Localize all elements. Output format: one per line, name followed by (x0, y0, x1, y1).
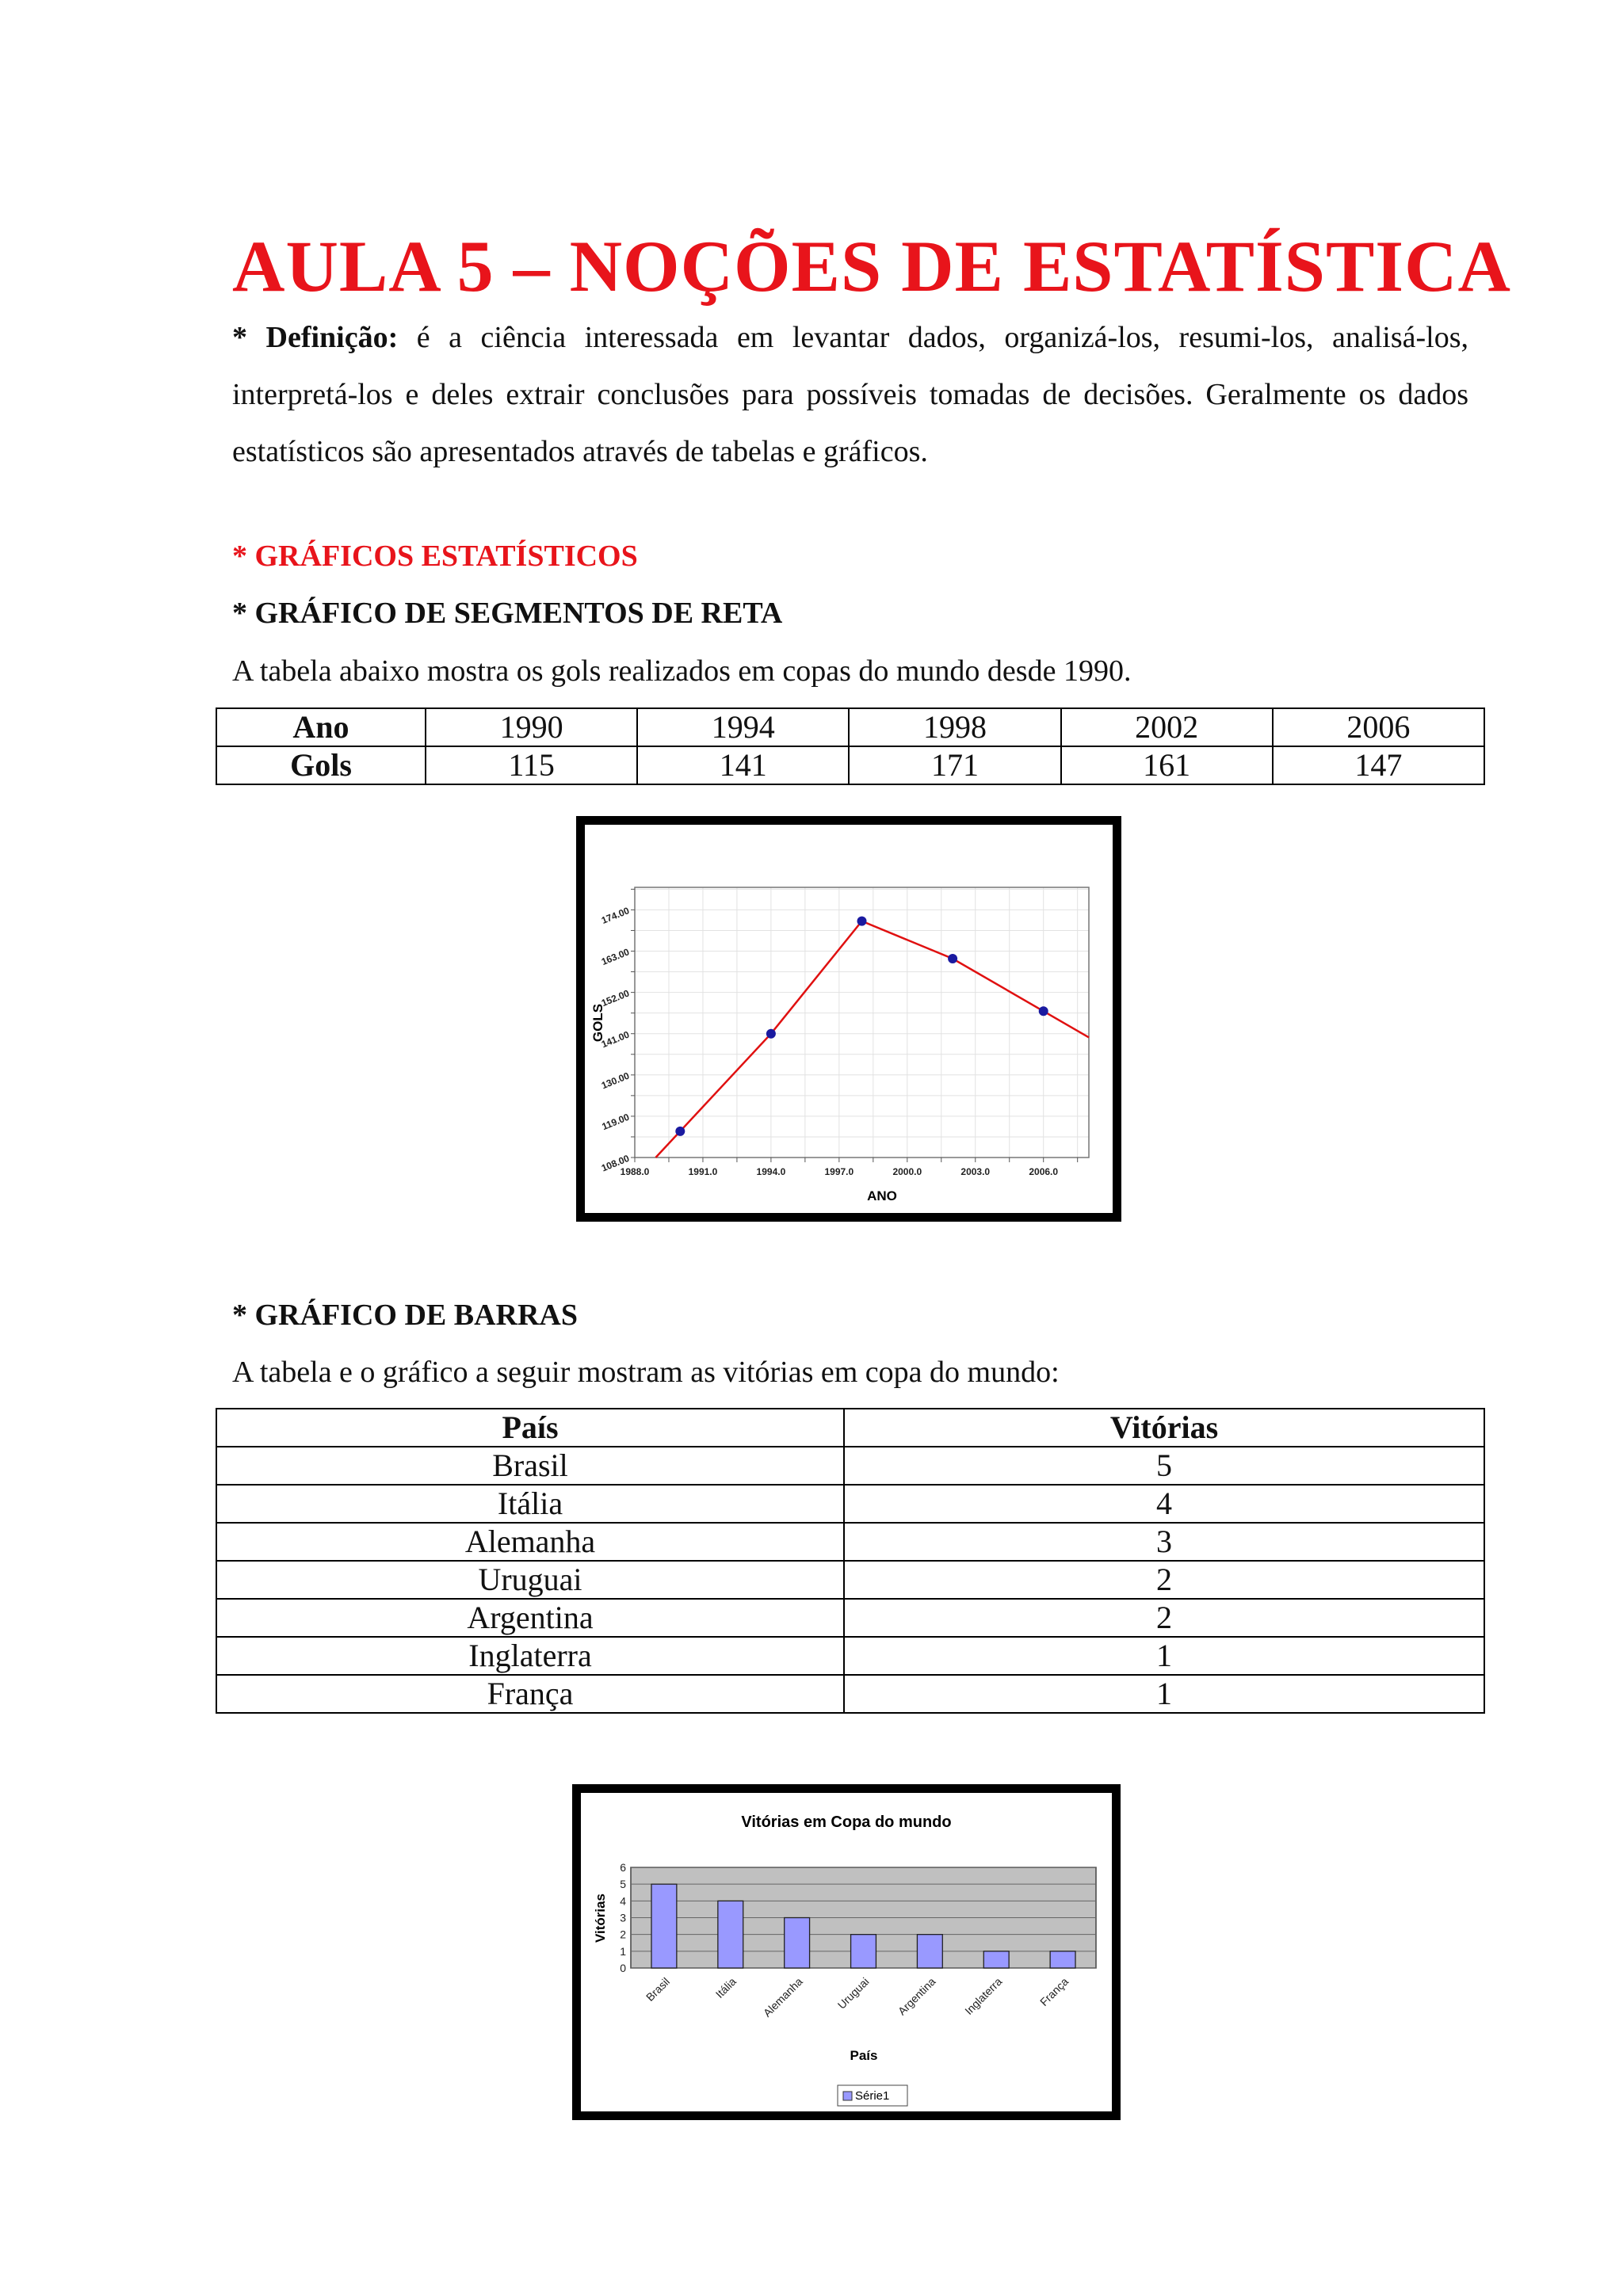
line-chart-point (857, 917, 867, 926)
year-cell: 2002 (1061, 708, 1273, 746)
wins-header-wins: Vitórias (844, 1409, 1484, 1447)
line-chart-point (766, 1029, 776, 1039)
bar-chart (581, 1793, 1112, 2111)
goals-row2-label: Gols (216, 746, 426, 784)
bar-chart-xtick-label: Uruguai (834, 1974, 872, 2012)
line-chart-xtick-label: 1994.0 (756, 1166, 786, 1177)
line-chart-ytick-label: 141.00 (599, 1028, 632, 1051)
line-chart-ylabel: GOLS (590, 1003, 605, 1043)
bar-chart-xlabel: País (850, 2048, 878, 2063)
bar-chart-bar (718, 1901, 743, 1968)
line-chart-xtick-label: 2003.0 (960, 1166, 991, 1177)
line-chart-ytick-label: 152.00 (599, 987, 632, 1009)
bar-chart-bar (851, 1935, 876, 1968)
wins-cell: 5 (844, 1447, 1484, 1485)
bar-chart-ytick-label: 2 (620, 1928, 626, 1941)
bar-chart-xtick-label: França (1037, 1974, 1071, 2008)
line-chart-xtick-label: 1991.0 (688, 1166, 718, 1177)
bar-chart-bar (651, 1884, 677, 1968)
bar-chart-xtick-label: Brasil (643, 1974, 673, 2004)
line-chart-xtick-label: 1997.0 (824, 1166, 854, 1177)
country-cell: França (216, 1675, 844, 1713)
bar-chart-bar (983, 1951, 1009, 1968)
section-line-heading: * GRÁFICO DE SEGMENTOS DE RETA (232, 597, 783, 630)
table-row (216, 1447, 1484, 1485)
bar-chart-ytick-label: 6 (620, 1861, 626, 1874)
bar-chart-frame (572, 1784, 1121, 2120)
table-row (216, 708, 1484, 746)
goals-table (216, 707, 1485, 785)
table-row (216, 1561, 1484, 1599)
year-cell: 2006 (1273, 708, 1484, 746)
line-chart-xtick-label: 1988.0 (620, 1166, 650, 1177)
line-chart-frame (576, 816, 1121, 1222)
line-chart-xlabel: ANO (867, 1188, 897, 1203)
legend-swatch (843, 2092, 852, 2100)
line-chart-xtick-label: 2006.0 (1029, 1166, 1059, 1177)
table-row (216, 1485, 1484, 1523)
legend-label: Série1 (855, 2089, 890, 2103)
table-row (216, 1675, 1484, 1713)
goals-cell: 147 (1273, 746, 1484, 784)
year-cell: 1994 (637, 708, 849, 746)
bar-chart-xtick-label: Inglaterra (962, 1974, 1005, 2017)
goals-row1-label: Ano (216, 708, 426, 746)
country-cell: Itália (216, 1485, 844, 1523)
definition-text: é a ciência interessada em levantar dados, organizá-los, resumi-los, analisá-los, interpretá-los e deles extrair conclusões para possíveis tomadas de decisões. Geralmente os dados estatísticos são apresentados através de tabelas e gráficos. (232, 321, 1468, 468)
bar-chart-title: Vitórias em Copa do mundo (741, 1814, 952, 1831)
line-chart-point (1039, 1006, 1048, 1016)
wins-cell: 1 (844, 1637, 1484, 1675)
bar-chart-legend (838, 2085, 907, 2106)
country-cell: Argentina (216, 1599, 844, 1637)
bar-chart-ytick-label: 5 (620, 1878, 626, 1891)
table-row (216, 1637, 1484, 1675)
bar-chart-ytick-label: 1 (620, 1944, 626, 1958)
table-row (216, 1523, 1484, 1561)
line-chart-ytick-label: 108.00 (599, 1152, 632, 1174)
country-cell: Uruguai (216, 1561, 844, 1599)
year-cell: 1990 (426, 708, 637, 746)
line-chart-background (585, 825, 1113, 1213)
year-cell: 1998 (849, 708, 1060, 746)
table-row (216, 746, 1484, 784)
goals-cell: 171 (849, 746, 1060, 784)
section-bar-heading: * GRÁFICO DE BARRAS (232, 1299, 578, 1332)
section-graphics-heading: * GRÁFICOS ESTATÍSTICOS (232, 540, 638, 573)
line-chart-ytick-label: 130.00 (599, 1070, 632, 1092)
wins-cell: 3 (844, 1523, 1484, 1561)
country-cell: Brasil (216, 1447, 844, 1485)
wins-cell: 2 (844, 1599, 1484, 1637)
bar-chart-xtick-label: Alemanha (760, 1974, 805, 2019)
line-chart-ytick-label: 119.00 (600, 1111, 632, 1133)
bar-intro-text: A tabela e o gráfico a seguir mostram as vitórias em copa do mundo: (232, 1356, 1060, 1389)
line-chart-xtick-label: 2000.0 (892, 1166, 922, 1177)
wins-cell: 1 (844, 1675, 1484, 1713)
goals-cell: 115 (426, 746, 637, 784)
goals-cell: 141 (637, 746, 849, 784)
bar-chart-ytick-label: 4 (620, 1894, 626, 1908)
goals-cell: 161 (1061, 746, 1273, 784)
bar-chart-bar (785, 1918, 810, 1969)
bar-chart-ylabel: Vitórias (593, 1893, 608, 1943)
line-intro-text: A tabela abaixo mostra os gols realizados em copas do mundo desde 1990. (232, 654, 1132, 688)
line-chart (585, 825, 1113, 1213)
wins-cell: 4 (844, 1485, 1484, 1523)
line-chart-point (948, 954, 957, 963)
definition-paragraph (232, 309, 1468, 480)
bar-chart-xtick-label: Itália (712, 1974, 739, 2001)
country-cell: Alemanha (216, 1523, 844, 1561)
definition-label: * Definição: (232, 321, 399, 354)
bar-chart-ytick-label: 3 (620, 1911, 626, 1924)
wins-header-country: País (216, 1409, 844, 1447)
line-chart-point (675, 1127, 685, 1136)
line-chart-ytick-label: 163.00 (599, 946, 632, 968)
bar-chart-ytick-label: 0 (620, 1962, 626, 1974)
wins-table (216, 1408, 1485, 1714)
bar-chart-bar (917, 1935, 942, 1968)
bar-chart-bar (1050, 1951, 1075, 1968)
bar-chart-xtick-label: Argentina (895, 1974, 938, 2018)
page-title: AULA 5 – NOÇÕES DE ESTATÍSTICA (232, 226, 1511, 307)
line-chart-ytick-label: 174.00 (599, 905, 632, 926)
table-row (216, 1409, 1484, 1447)
table-row (216, 1599, 1484, 1637)
country-cell: Inglaterra (216, 1637, 844, 1675)
wins-cell: 2 (844, 1561, 1484, 1599)
